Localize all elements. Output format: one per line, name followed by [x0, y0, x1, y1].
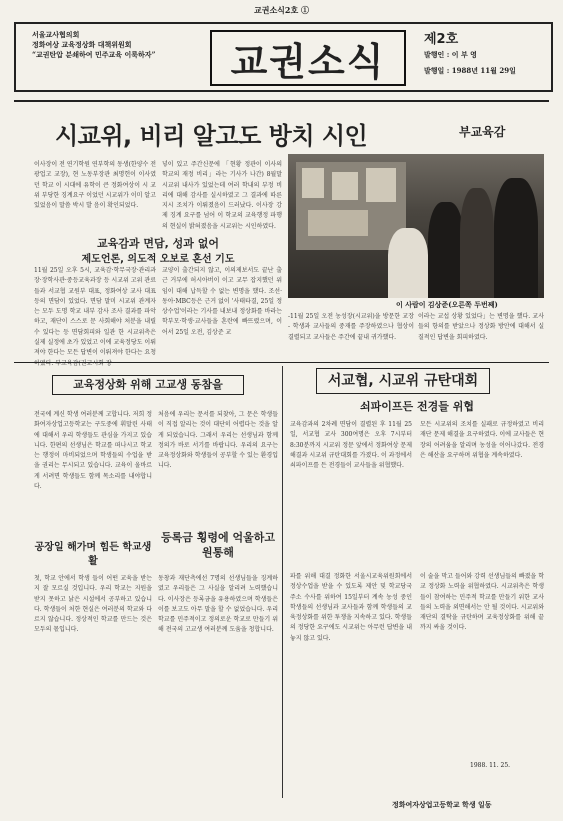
right-article-title: 서교협, 시교위 규탄대회 [316, 368, 490, 394]
publisher-org [32, 30, 156, 60]
photo-poster [332, 172, 358, 200]
photo-person [494, 178, 538, 298]
right-col1b-text: 파를 위해 대결 정화한 서울시교육위원회에서 정상수업을 받을 수 있도록 제안 및 학교당국 주소 수사를 위하여 15일부터 계속 농성 중인 학생들의 선생님과 교사들과 함께 학생들의 교육정상화를 위한 투쟁을 지속하고 있다. 학생들의 정당한 요구에도 시교위는 아무런 답변을 내놓지 않고 있다. [290, 573, 412, 642]
left-col2b-text: 동창과 재단측에선 7명의 선생님들을 징계하였고 우리들은 그 사실을 알리려 노력했습니다. 이사장은 등록금을 유용하였으며 학생들은 이를 보고도 아무 말을 할 수 없었습니다. 우리 학교를 민주적이고 정의로운 학교로 만들기 위해 전국의 고교생 여러분께 도움을 청합니다. [158, 575, 278, 634]
main-col1-text: 이사장이 전 연기학원 연부학의 동생(한양수 전 광업고 교장), 현 노동부장관 최명헌이 이사였던 학교 이 시대에 유학이 큰 정화여상이 시 교위 부당한 징계요구 이었던 시교위가 이미 알고 있었음이 말씀 박시 발 음이 확인되었다. [34, 161, 157, 210]
divider [14, 362, 549, 363]
main-subhead2: 제도언론, 의도적 오보로 혼선 기도 [81, 254, 235, 265]
left-col2-subhead: 등록금 횡령에 억울하고 원통해 [161, 531, 275, 559]
main-col2-text: 넣이 있고 주간신문에 「현황 정관이 이사의 학교의 재정 비리」라는 기사가 나간) 8월말 시교위 내사가 있었는데 여러 학내의 부정 비리에 대해 감사를 실시하였고 그 결과에 따른 지시 조치가 이뤄졌음이 드러났다. 이사장 강제 징계 요구를 넘어 이 학교의 교육행정 파행의 현실이 밝혀졌음을 시교위는 시인하였다. [162, 161, 282, 230]
left-col1b-text: 첫, 학교 안에서 학생 들이 어떤 교육을 받는지 잘 모르실 것입니다. 우리 학교는 지원을 받지 못하고 낡은 시설에서 공부하고 있습니다. 학생들이 처한 현실은 여러분의 학교와 다르지 않습니다. 정상적인 학교를 만드는 것은 모두의 몫입니다. [34, 575, 152, 634]
article-signature: 정화여자상업고등학교 학생 일동 [392, 800, 492, 809]
right-col2-text: 모든 시교위의 조치를 실패로 규정하였고 비리재단 문제 해결을 요구하였다. 이에 교사들은 현장의 어려움을 알리며 농성을 이어나갔다. 전경은 해산을 요구하며 위협을 계속하였다. [420, 421, 544, 459]
issue-number: 제2호 [424, 32, 459, 47]
photo-caption: 이 사람이 김상준(오른쪽 두번째) [396, 300, 498, 309]
photo-poster [366, 168, 396, 202]
left-subhead: 공장일 해가며 힘든 학교생활 [34, 542, 152, 567]
article-date: 1988. 11. 25. [470, 762, 511, 769]
divider [14, 100, 549, 102]
news-photo [288, 154, 544, 298]
photo-person [388, 228, 428, 298]
column-divider [282, 366, 283, 798]
org-line: 서울교사협의회 [32, 30, 80, 39]
main-subhead1: 교육감과 면담, 성과 없어 [97, 237, 219, 250]
page-header-label: 교권소식2호 ① [254, 5, 309, 15]
org-slogan: “교권탄압 분쇄하여 민주교육 이룩하자” [32, 50, 156, 59]
photo-poster [302, 168, 324, 198]
left-col1-text: 전국에 계신 학생 여러분께 고합니다. 저희 정화여자상업고등학교는 구도중에 휘말린 사태에 대해서 우리 학생들도 관심을 가지고 있습니다. 한편의 선생님은 학교를 떠나시고 학교는 행정이 마비되었으며 학생들의 수업을 받을 권리는 무시되고 있습니다. 교육이 올바르게 서려면 학생들도 함께 목소리를 내야합니다. [34, 411, 152, 491]
newsletter-title: 교권소식 [210, 30, 406, 86]
photo-poster [308, 210, 368, 236]
publish-date: 발행일 : 1988년 11월 29일 [424, 66, 516, 75]
main-col1b-text: 11월 25일 오후 5시, 교육감·학무국장·관리과장·장학사관·중등교육과장 등 시교위 고위 관료들과 서교협 교원부 대표, 정화여상 교사 대표 등의 면담이 있었다. 면담 말미 시교위 관계자는 모두 도명 학교 내부 감사 조사 결과를 파악하고, 재단이 스스로 문 사회해야 처분을 내릴 수 있다는 등 면담회피와 일관 한 시교위측은 실제 실정에 초가 있었고 이에 교육정당도 이뤄져야 한다는 모든 답변이 이뤄져야 한다는 요청하였다. 부교육감(권교시회 장 [34, 267, 156, 367]
headline-tag: 부교육감 [459, 125, 506, 139]
main-col2b-text: 교양이 출간되지 않고, 이의제보서도 끝난 출근 거부에 허시아버이 이고 교무 잡지했던 위임이 대해 납득할 수 없는 변명을 했다. 조선·동아·MBC등은 근거 없이 '사태타결, 25일 정상수업'이라는 기사를 내보내 정상화를 바라는 학부모·학생·교사들을 혼란에 빠뜨렸으며, 이어서 25일 오전, 김상준 교 [162, 267, 282, 336]
right-col2b-text: 이 술을 막고 들어와 강력 선생님들의 빠졌을 학교 정상화 노력을 위협하였다. 시교위측은 학생들이 참여하는 민주적 학교를 만들기 위한 교사들의 노력을 외면해서는 안 될 것이다. 시교위와 재단의 결탁을 규탄하며 교육정상화를 위해 끝까지 싸울 것이다. [420, 573, 544, 632]
main-col3-text: -11월 25일 오전 농성장(시교위)을 방문한 교장 - 학생과 교사들의 중재를 주장하였으나 협상이 결렬되고 교사들은 주간에 끝내 귀가했다. [288, 313, 414, 341]
publisher-line: 발행인 : 이 부 영 [424, 50, 477, 59]
right-subhead: 쇠파이프든 전경들 위협 [360, 400, 474, 413]
main-headline: 시교위, 비리 알고도 방치 시인 [55, 122, 368, 150]
left-col2-text: 처음에 우리는 문서를 되찾아, 그 문은 학생들이 직접 알리는 것이 대단히 어렵다는 것을 알게 되었습니다. 그래서 우리는 선생님과 함께 정의가 바로 서기를 바랍니다. 우리의 요구는 교육정상화와 학생들이 공부할 수 있는 환경입니다. [158, 411, 278, 470]
photo-person [460, 188, 494, 298]
photo-person [428, 202, 464, 298]
left-article-title: 교육정상화 위해 고교생 동참을 [52, 375, 244, 395]
main-col3c-text: 이라는 교섭 상황 있었다」는 변명을 했다. 교사들의 항의를 받았으나 정상화 방안에 대해서 실질적인 답변을 회피하였다. [418, 313, 544, 341]
right-col1-text: 교육감과의 2차례 면담이 결렬된 후 11월 25일, 서교협 교사 300여명은 오후 7시부터 8:30분까지 시교위 정문 앞에서 정화여상 문제 해결과 시교위 규탄대회를 가졌다. 이 과정에서 쇠파이프를 든 전경들이 교사들을 위협했다. [290, 421, 412, 470]
org-line: 정화여상 교육정상화 대책위원회 [32, 40, 132, 49]
